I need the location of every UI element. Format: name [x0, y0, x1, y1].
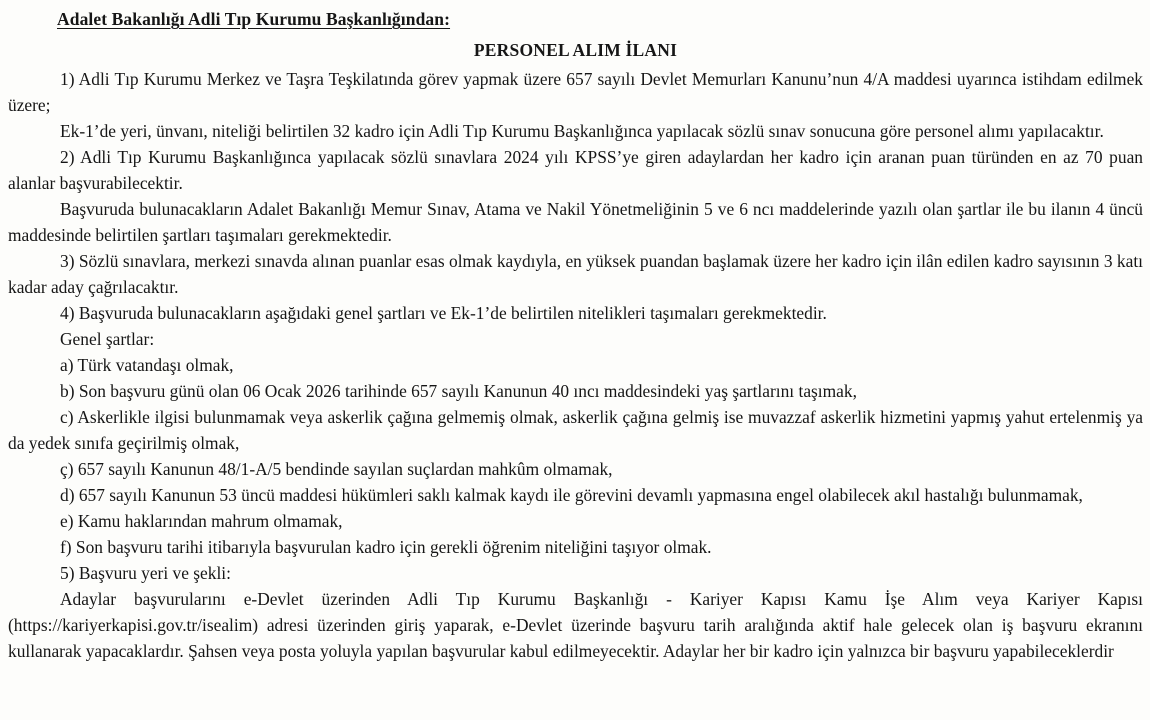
paragraph-item-3: 3) Sözlü sınavlara, merkezi sınavda alınan puanlar esas olmak kaydıyla, en yüksek puandan başlamak üzere her kadro için ilân edilen kadro sayısının 3 katı kadar aday çağrılacaktır. [8, 251, 1143, 297]
paragraph-item-2-continued: Başvuruda bulunacakların Adalet Bakanlığı Memur Sınav, Atama ve Nakil Yönetmeliğinin 5 ve 6 ncı maddelerinde yazılı olan şartlar ile bu ilanın 4 üncü maddesinde belirtilen şartları taşımaları gerekmektedir. [8, 199, 1143, 245]
paragraph-item-2: 2) Adli Tıp Kurumu Başkanlığınca yapılacak sözlü sınavlara 2024 yılı KPSS’ye giren adaylardan her kadro için aranan puan türünden en az 70 puan alanlar başvurabilecektir. [8, 147, 1143, 193]
document-heading-text: Adalet Bakanlığı Adli Tıp Kurumu Başkanlığından: [57, 9, 451, 29]
paragraph-item-1-continued: Ek-1’de yeri, ünvanı, niteliği belirtilen 32 kadro için Adli Tıp Kurumu Başkanlığınca yapılacak sözlü sınav sonucuna göre personel alımı yapılacaktır. [60, 121, 1104, 141]
condition-item-d: d) 657 sayılı Kanunun 53 üncü maddesi hükümleri saklı kalmak kaydı ile görevini devamlı yapmasına engel olabilecek akıl hastalığı bulunmamak, [60, 485, 1083, 505]
condition-item-f: f) Son başvuru tarihi itibarıyla başvurulan kadro için gerekli öğrenim niteliğini taşıyor olmak. [60, 537, 712, 557]
paragraph-item-4: 4) Başvuruda bulunacakların aşağıdaki genel şartları ve Ek-1’de belirtilen nitelikleri taşımaları gerekmektedir. [60, 303, 827, 323]
condition-item-a: a) Türk vatandaşı olmak, [60, 355, 234, 375]
label-general-conditions: Genel şartlar: [60, 329, 155, 349]
condition-item-e: e) Kamu haklarından mahrum olmamak, [60, 511, 343, 531]
condition-item-b: b) Son başvuru günü olan 06 Ocak 2026 tarihinde 657 sayılı Kanunun 40 ıncı maddesindeki yaş şartlarını taşımak, [60, 381, 857, 401]
condition-item-c: c) Askerlikle ilgisi bulunmamak veya askerlik çağına gelmemiş olmak, askerlik çağına gelmiş ise muvazzaf askerlik hizmetini yapmış yahut ertelenmiş ya da yedek sınıfa geçirilmiş olmak, [8, 407, 1143, 453]
paragraph-item-5: 5) Başvuru yeri ve şekli: [60, 563, 231, 583]
paragraph-item-5-body: Adaylar başvurularını e-Devlet üzerinden Adli Tıp Kurumu Başkanlığı - Kariyer Kapısı Kamu İşe Alım veya Kariyer Kapısı (https://kariyerkapisi.gov.tr/isealim) adresi üzerinden giriş yaparak, e-Devlet üzerinde başvuru tarih aralığında aktif hale gelecek olan iş başvuru ekranını kullanarak yapacaklardır. Şahsen veya posta yoluyla yapılan başvurular kabul edilmeyecektir. Adaylar her bir kadro için yalnızca bir başvuru yapabileceklerdir [8, 589, 1143, 661]
page-title: PERSONEL ALIM İLANI [473, 40, 678, 60]
condition-item-c-cedilla: ç) 657 sayılı Kanunun 48/1-A/5 bendinde sayılan suçlardan mahkûm olmamak, [60, 459, 613, 479]
document-heading [8, 7, 1143, 32]
paragraph-item-1: 1) Adli Tıp Kurumu Merkez ve Taşra Teşkilatında görev yapmak üzere 657 sayılı Devlet Memurları Kanunu’nun 4/A maddesi uyarınca istihdam edilmek üzere; [8, 69, 1143, 115]
